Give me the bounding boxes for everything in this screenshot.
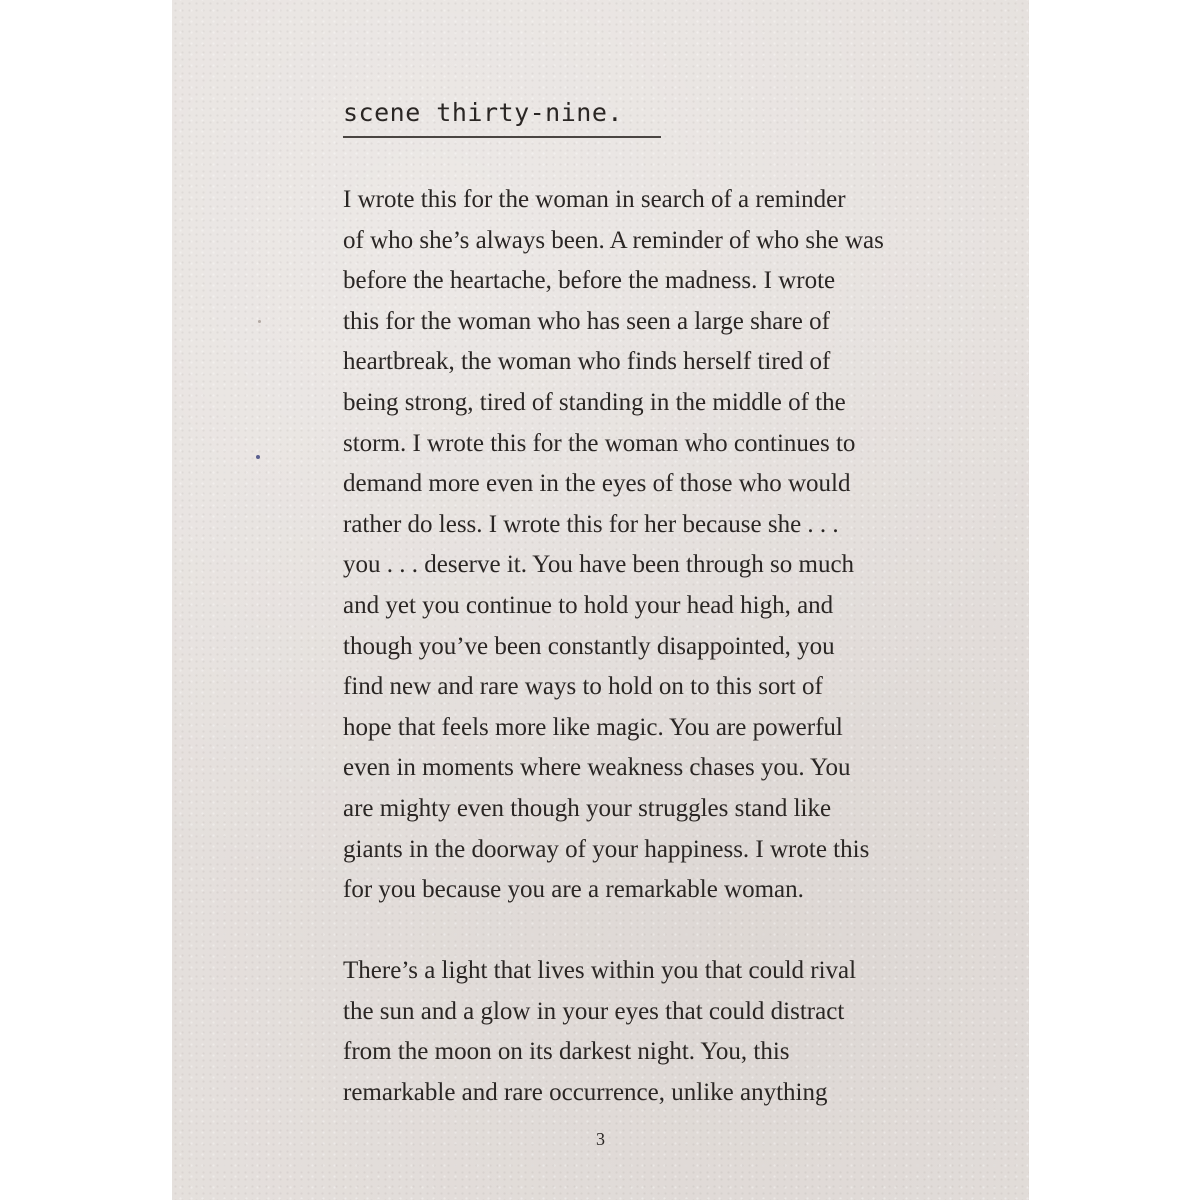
text-line: from the moon on its darkest night. You, this [343, 1038, 790, 1066]
text-line: you . . . deserve it. You have been through so much [343, 551, 855, 579]
text-line: before the heartache, before the madness. I wrote [343, 267, 836, 295]
ink-speck [256, 455, 260, 459]
text-line: are mighty even though your struggles stand like [343, 794, 832, 822]
text-line: even in moments where weakness chases you. You [343, 754, 851, 782]
text-line: for you because you are a remarkable woman. [343, 876, 804, 904]
text-line: this for the woman who has seen a large share of [343, 307, 830, 335]
text-line: giants in the doorway of your happiness. I wrote this [343, 835, 870, 863]
text-line: remarkable and rare occurrence, unlike anything [343, 1079, 828, 1107]
text-line: rather do less. I wrote this for her because she . . . [343, 510, 839, 538]
text-line: heartbreak, the woman who finds herself tired of [343, 348, 831, 376]
text-line: and yet you continue to hold your head high, and [343, 591, 834, 619]
ink-speck [258, 320, 261, 323]
text-line: the sun and a glow in your eyes that could distract [343, 997, 845, 1025]
body-text [343, 180, 943, 1114]
book-page [172, 0, 1029, 1200]
heading-underline [343, 136, 661, 138]
text-line: hope that feels more like magic. You are powerful [343, 713, 843, 741]
text-line: demand more even in the eyes of those who would [343, 470, 851, 498]
page-number: 3 [596, 1129, 605, 1149]
text-line: being strong, tired of standing in the middle of the [343, 388, 846, 416]
text-line: storm. I wrote this for the woman who continues to [343, 429, 856, 457]
text-line: of who she’s always been. A reminder of who she was [343, 226, 884, 254]
scene-heading: scene thirty-nine. [343, 98, 623, 127]
text-line: find new and rare ways to hold on to this sort of [343, 673, 823, 701]
text-line: though you’ve been constantly disappointed, you [343, 632, 835, 660]
paragraph-2 [343, 951, 943, 1113]
text-line: I wrote this for the woman in search of a reminder [343, 186, 846, 213]
paragraph-1 [343, 180, 943, 911]
text-line: There’s a light that lives within you that could rival [343, 957, 857, 985]
